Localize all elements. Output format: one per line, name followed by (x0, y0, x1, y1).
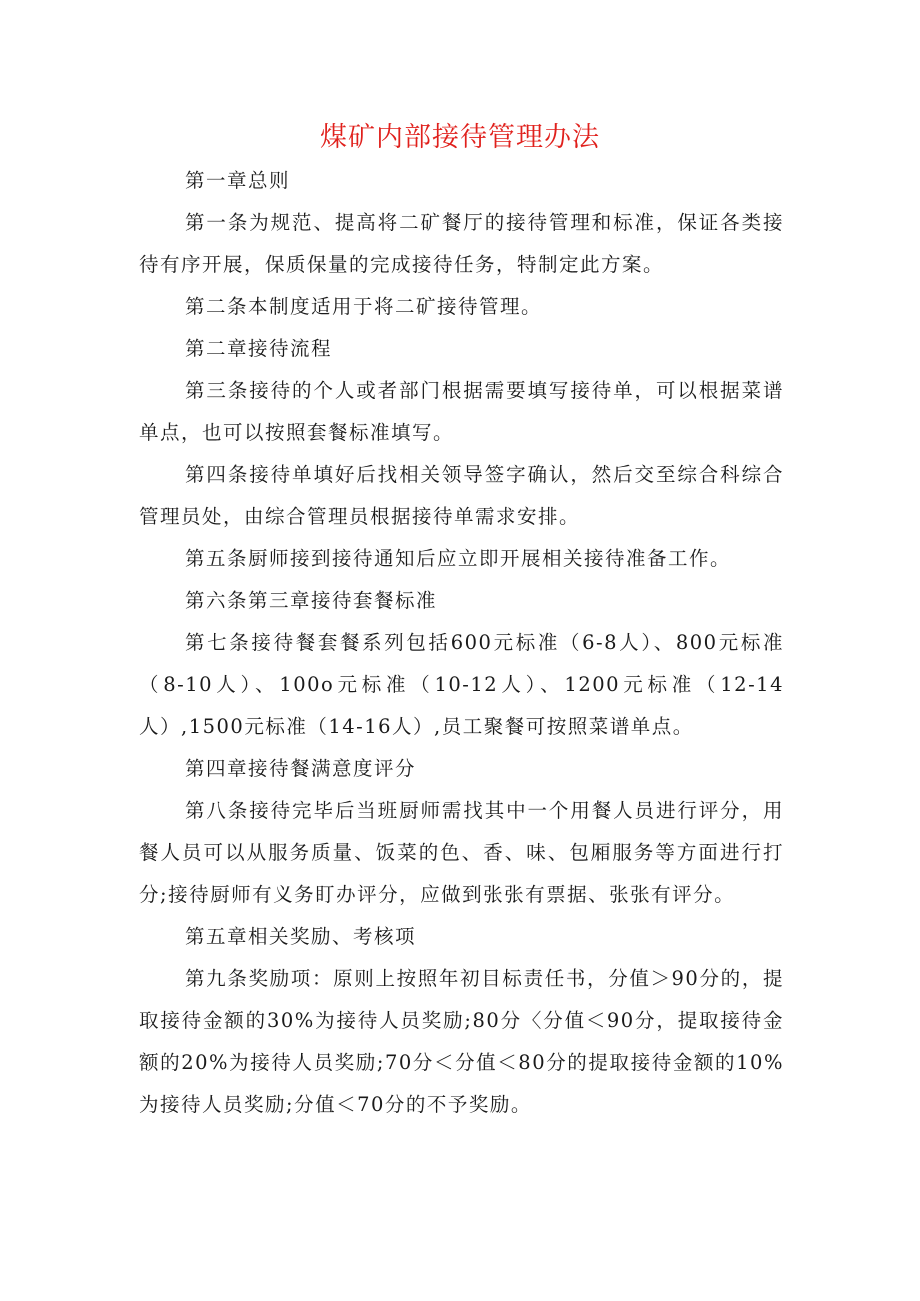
article-paragraph: 第四条接待单填好后找相关领导签字确认，然后交至综合科综合管理员处，由综合管理员根据接待单需求安排。 (139, 463, 784, 528)
chapter-heading: 第一章总则 (185, 169, 291, 192)
article-paragraph: 第八条接待完毕后当班厨师需找其中一个用餐人员进行评分，用餐人员可以从服务质量、饭菜的色、香、味、包厢服务等方面进行打分;接待厨师有义务盯办评分，应做到张张有票据、张张有评分。 (139, 799, 784, 906)
article-paragraph: 第七条接待餐套餐系列包括600元标准（6-8人）、800元标准（8-10人）、100o元标准（10-12人）、1200元标准（12-14人）,1500元标准（14-16人）,员工聚餐可按照菜谱单点。 (139, 631, 784, 738)
article-paragraph: 第六条第三章接待套餐标准 (185, 589, 438, 612)
chapter-heading: 第二章接待流程 (185, 337, 333, 360)
chapter-heading: 第四章接待餐满意度评分 (185, 757, 417, 780)
article-paragraph: 第九条奖励项：原则上按照年初目标责任书，分值＞90分的，提取接待金额的30%为接待人员奖励;80分〈分值＜90分，提取接待金额的20%为接待人员奖励;70分＜分值＜80分的提取接待金额的10%为接待人员奖励;分值＜70分的不予奖励。 (139, 967, 784, 1116)
document-body (139, 160, 784, 1126)
article-paragraph: 第五条厨师接到接待通知后应立即开展相关接待准备工作。 (185, 547, 732, 570)
article-paragraph: 第三条接待的个人或者部门根据需要填写接待单，可以根据菜谱单点，也可以按照套餐标准填写。 (139, 379, 784, 444)
chapter-heading: 第五章相关奖励、考核项 (185, 925, 417, 948)
document-title: 煤矿内部接待管理办法 (320, 122, 600, 153)
article-paragraph: 第一条为规范、提高将二矿餐厅的接待管理和标准，保证各类接待有序开展，保质保量的完成接待任务，特制定此方案。 (139, 211, 784, 276)
article-paragraph: 第二条本制度适用于将二矿接待管理。 (185, 295, 543, 318)
